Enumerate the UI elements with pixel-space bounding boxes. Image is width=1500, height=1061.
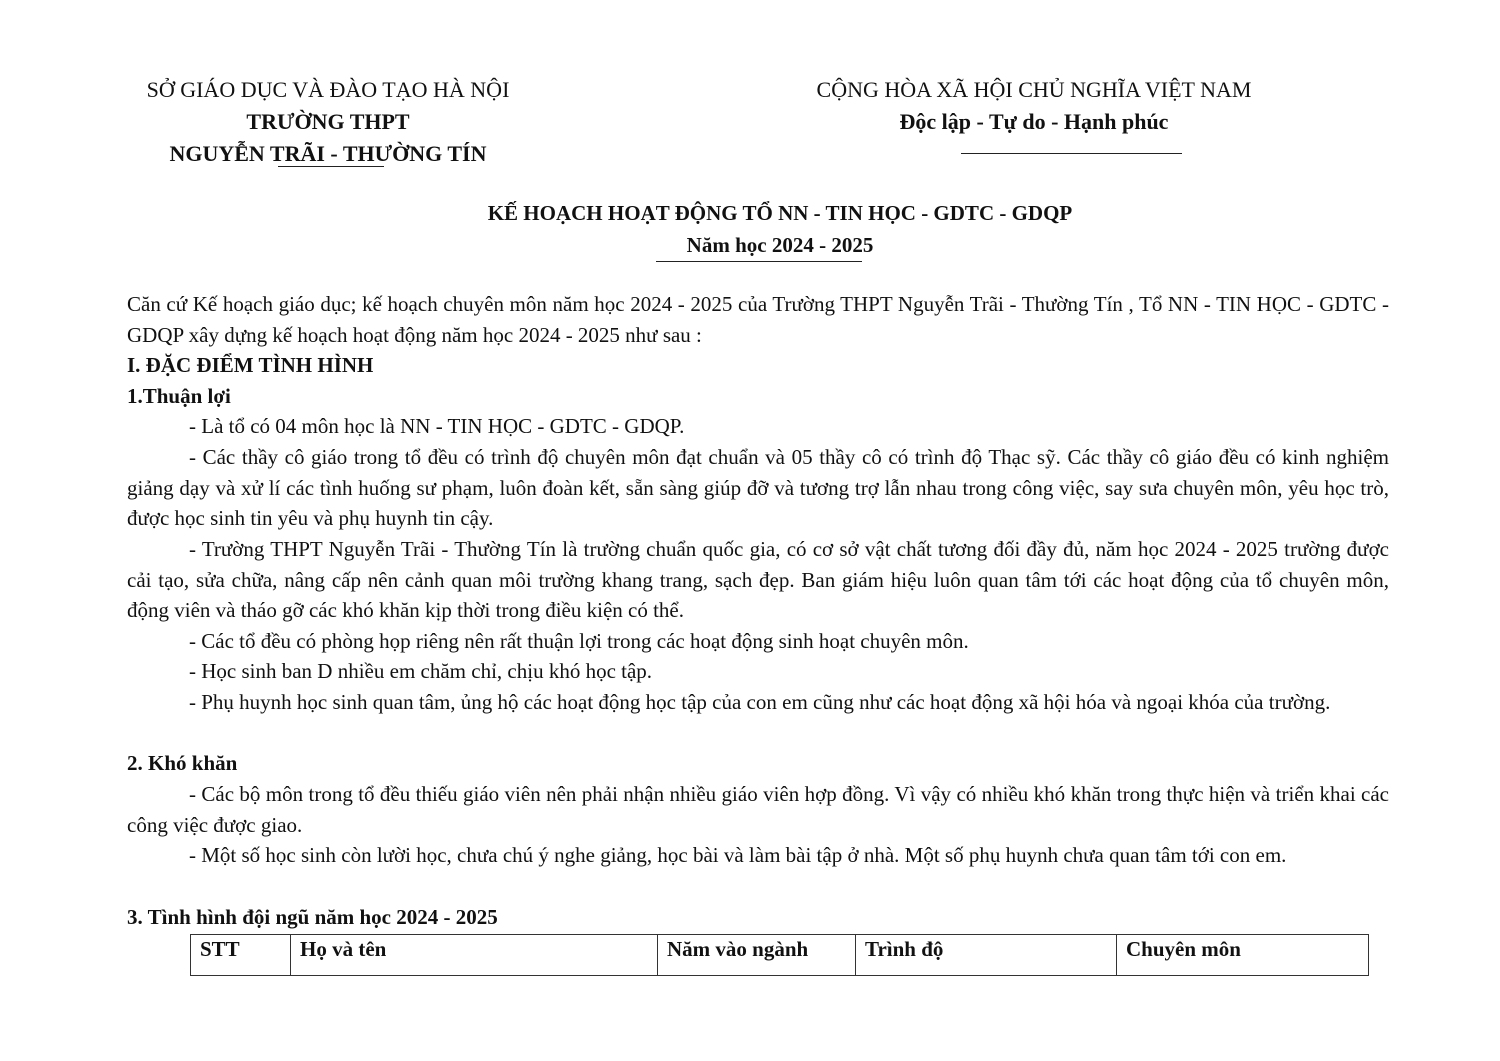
- difficulty-item: - Một số học sinh còn lười học, chưa chú ý nghe giảng, học bài và làm bài tập ở nhà. Một số phụ huynh chưa quan tâm tới con em.: [189, 843, 1287, 867]
- subsection-heading-difficulties: 2. Khó khăn: [127, 751, 238, 775]
- column-header-stt: STT: [191, 935, 291, 976]
- advantage-item: - Các tổ đều có phòng họp riêng nên rất thuận lợi trong các hoạt động sinh hoạt chuyên môn.: [189, 629, 969, 653]
- advantage-item: - Trường THPT Nguyễn Trãi - Thường Tín là trường chuẩn quốc gia, có cơ sở vật chất tương đối đầy đủ, năm học 2024 - 2025 trường được cải tạo, sửa chữa, nâng cấp nên cảnh quan môi trường khang trang, sạch đẹp. Ban giám hiệu luôn quan tâm tới các hoạt động của tổ chuyên môn, động viên và tháo gỡ các khó khăn kịp thời trong điều kiện có thể.: [127, 537, 1389, 622]
- advantage-item: - Các thầy cô giáo trong tổ đều có trình độ chuyên môn đạt chuẩn và 05 thầy cô có trình độ Thạc sỹ. Các thầy cô giáo đều có kinh nghiệm giảng dạy và xử lí các tình huống sư phạm, luôn đoàn kết, sẵn sàng giúp đỡ và tương trợ lẫn nhau trong công việc, say sưa chuyên môn, yêu học trò, được học sinh tin yêu và phụ huynh tin cậy.: [127, 445, 1389, 530]
- intro-paragraph: Căn cứ Kế hoạch giáo dục; kế hoạch chuyên môn năm học 2024 - 2025 của Trường THPT Nguyễn Trãi - Thường Tín , Tổ NN - TIN HỌC - GDTC - GDQP xây dựng kế hoạch hoạt động năm học 2024 - 2025 như sau :: [127, 292, 1389, 347]
- advantage-item: - Là tổ có 04 môn học là NN - TIN HỌC - GDTC - GDQP.: [189, 414, 685, 438]
- header-right: [784, 74, 1284, 138]
- advantage-item: - Học sinh ban D nhiều em chăm chỉ, chịu khó học tập.: [189, 659, 653, 683]
- section-heading: I. ĐẶC ĐIỂM TÌNH HÌNH: [127, 353, 374, 377]
- advantage-item: - Phụ huynh học sinh quan tâm, ủng hộ các hoạt động học tập của con em cũng như các hoạt động xã hội hóa và ngoại khóa của trường.: [189, 690, 1331, 714]
- header-left: [118, 74, 538, 170]
- header-left-divider: [278, 166, 384, 167]
- department-name: SỞ GIÁO DỤC VÀ ĐÀO TẠO HÀ NỘI: [146, 77, 510, 102]
- document-title: KẾ HOẠCH HOẠT ĐỘNG TỔ NN - TIN HỌC - GDTC - GDQP: [487, 201, 1073, 225]
- table-header-row: [191, 935, 1369, 976]
- staff-table: [190, 934, 1369, 976]
- column-header-year-joined: Năm vào ngành: [658, 935, 856, 976]
- document-subtitle: Năm học 2024 - 2025: [686, 233, 874, 257]
- subsection-heading-advantages: 1.Thuận lợi: [127, 384, 231, 408]
- difficulty-item: - Các bộ môn trong tổ đều thiếu giáo viên nên phải nhận nhiều giáo viên hợp đồng. Vì vậy có nhiều khó khăn trong thực hiện và triển khai các công việc được giao.: [127, 782, 1389, 837]
- column-header-name: Họ và tên: [291, 935, 658, 976]
- school-name-line2: NGUYỄN TRÃI - THƯỜNG TÍN: [169, 141, 487, 166]
- document-title-block: [400, 197, 1160, 261]
- subsection-heading-staff: 3. Tình hình đội ngũ năm học 2024 - 2025: [127, 905, 498, 929]
- national-motto: Độc lập - Tự do - Hạnh phúc: [899, 109, 1169, 134]
- school-name-line1: TRƯỜNG THPT: [246, 109, 410, 134]
- header-right-divider: [961, 153, 1182, 154]
- column-header-specialty: Chuyên môn: [1117, 935, 1369, 976]
- country-name: CỘNG HÒA XÃ HỘI CHỦ NGHĨA VIỆT NAM: [816, 77, 1252, 102]
- column-header-qualification: Trình độ: [856, 935, 1117, 976]
- title-underline: [656, 261, 862, 262]
